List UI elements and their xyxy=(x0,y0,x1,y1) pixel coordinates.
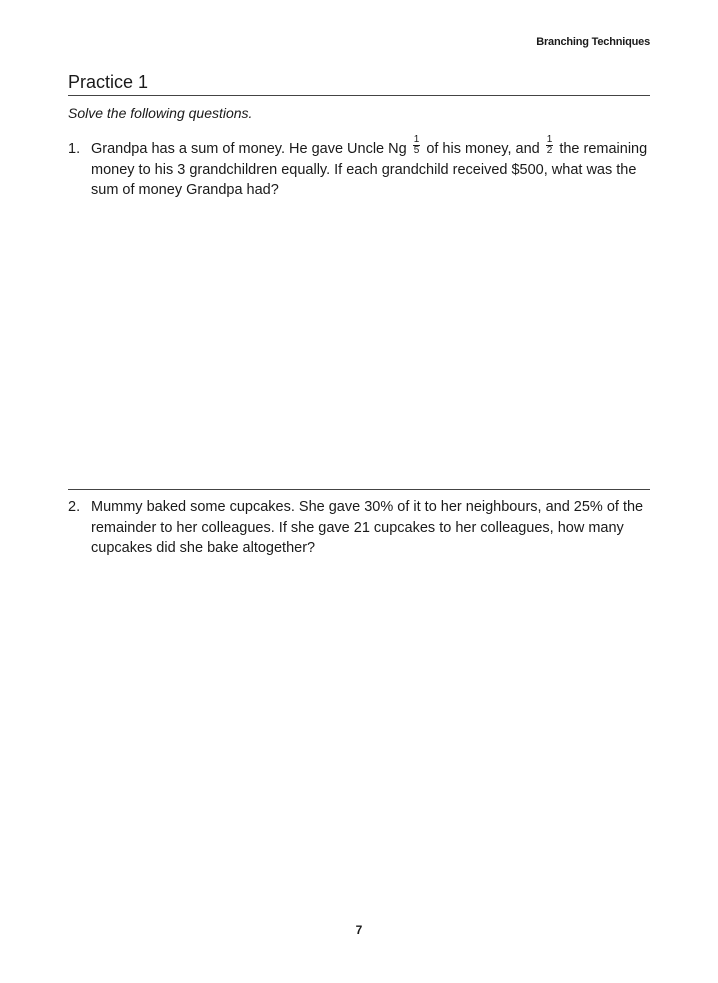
question-1 xyxy=(68,133,650,201)
question-text-part: of his money, and xyxy=(426,141,540,157)
question-2 xyxy=(68,497,650,559)
page-number: 7 xyxy=(355,923,363,937)
fraction-denominator: 5 xyxy=(413,144,420,156)
running-head-title: Branching Techniques xyxy=(536,36,650,48)
section-instruction: Solve the following questions. xyxy=(68,105,253,121)
question-text-part: the remaining money to his 3 grandchildren equally. If each grandchild received $500, what was the sum of money Grandpa had? xyxy=(91,141,648,198)
question-text-part: Grandpa has a sum of money. He gave Uncle Ng xyxy=(91,141,407,157)
fraction-numerator: 1 xyxy=(413,133,420,145)
question-number: 1. xyxy=(68,141,81,157)
fraction-denominator: 2 xyxy=(546,144,553,156)
question-number: 2. xyxy=(68,499,81,515)
fraction-numerator: 1 xyxy=(546,133,553,145)
question-text xyxy=(91,133,650,201)
question-text: Mummy baked some cupcakes. She gave 30% of it to her neighbours, and 25% of the remainder to her colleagues. If she gave 21 cupcakes to her colleagues, how many cupcakes did she bake altogether? xyxy=(91,499,644,556)
fraction-one-fifth xyxy=(413,135,421,156)
fraction-one-half xyxy=(546,135,554,156)
section-title: Practice 1 xyxy=(68,72,650,96)
question-divider xyxy=(68,489,650,490)
